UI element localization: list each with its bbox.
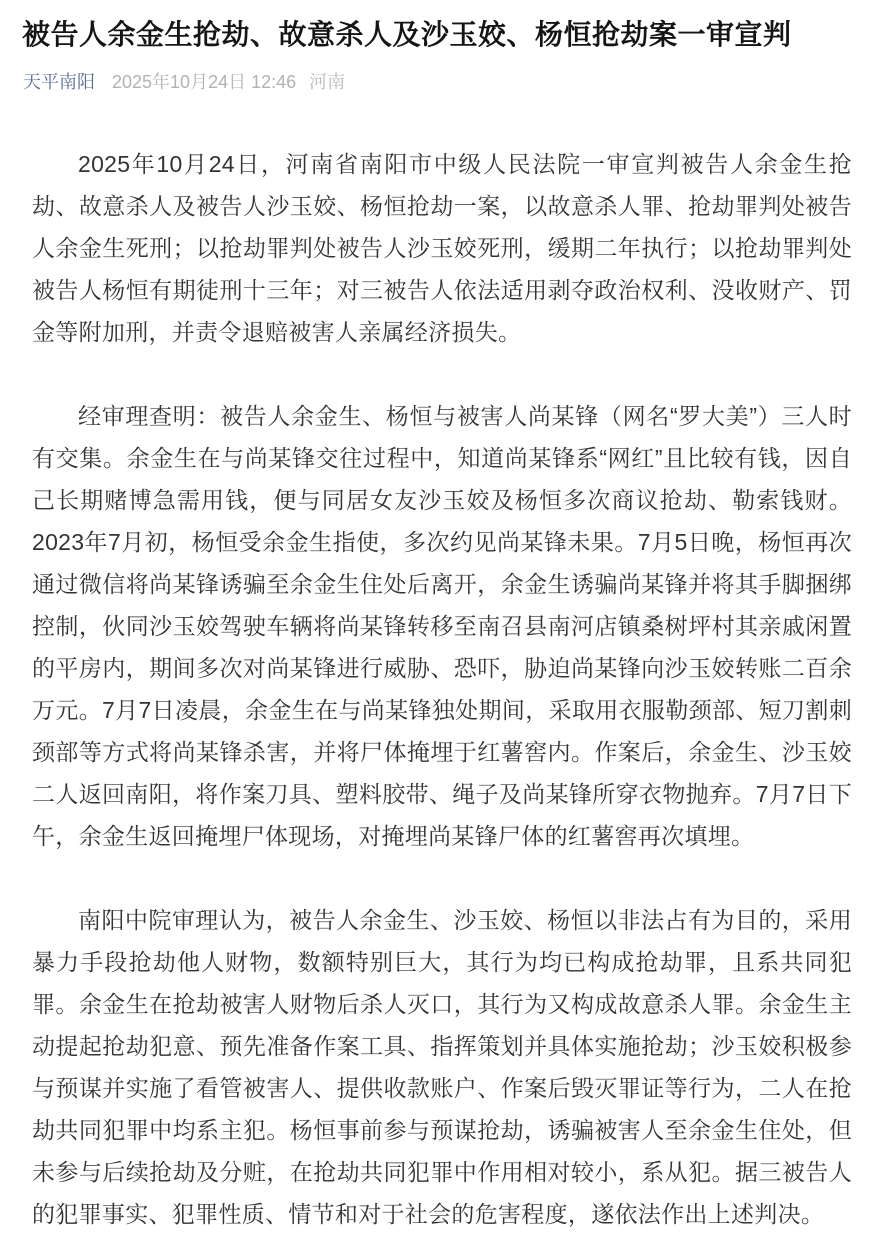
page-title: 被告人余金生抢劫、故意杀人及沙玉姣、杨恒抢劫案一审宣判 bbox=[22, 19, 792, 50]
article-paragraph-2: 经审理查明：被告人余金生、杨恒与被害人尚某锋（网名“罗大美”）三人时有交集。余金生在与尚某锋交往过程中，知道尚某锋系“网红”且比较有钱，因自己长期赌博急需用钱，便与同居女友沙玉姣及杨恒多次商议抢劫、勒索钱财。2023年7月初，杨恒受余金生指使，多次约见尚某锋未果。7月5日晚，杨恒再次通过微信将尚某锋诱骗至余金生住处后离开，余金生诱骗尚某锋并将其手脚捆绑控制，伙同沙玉姣驾驶车辆将尚某锋转移至南召县南河店镇桑树坪村其亲戚闲置的平房内，期间多次对尚某锋进行威胁、恐吓，胁迫尚某锋向沙玉姣转账二百余万元。7月7日凌晨，余金生在与尚某锋独处期间，采取用衣服勒颈部、短刀割刺颈部等方式将尚某锋杀害，并将尸体掩埋于红薯窖内。作案后，余金生、沙玉姣二人返回南阳，将作案刀具、塑料胶带、绳子及尚某锋所穿衣物抛弃。7月7日下午，余金生返回掩埋尸体现场，对掩埋尚某锋尸体的红薯窖再次填埋。 bbox=[32, 403, 852, 850]
article-paragraph-3: 南阳中院审理认为，被告人余金生、沙玉姣、杨恒以非法占有为目的，采用暴力手段抢劫他人财物，数额特别巨大，其行为均已构成抢劫罪，且系共同犯罪。余金生在抢劫被害人财物后杀人灭口，其行为又构成故意杀人罪。余金生主动提起抢劫犯意、预先准备作案工具、指挥策划并具体实施抢劫；沙玉姣积极参与预谋并实施了看管被害人、提供收款账户、作案后毁灭罪证等行为，二人在抢劫共同犯罪中均系主犯。杨恒事前参与预谋抢劫，诱骗被害人至余金生住处，但未参与后续抢劫及分赃，在抢劫共同犯罪中作用相对较小，系从犯。据三被告人的犯罪事实、犯罪性质、情节和对于社会的危害程度，遂依法作出上述判决。 bbox=[32, 907, 852, 1228]
publish-region: 河南 bbox=[309, 71, 346, 92]
article-body bbox=[22, 143, 852, 1235]
account-name-link[interactable]: 天平南阳 bbox=[23, 71, 95, 92]
publish-date: 2025年10月24日 12:46 bbox=[112, 71, 297, 92]
article-paragraph-1: 2025年10月24日，河南省南阳市中级人民法院一审宣判被告人余金生抢劫、故意杀人及被告人沙玉姣、杨恒抢劫一案，以故意杀人罪、抢劫罪判处被告人余金生死刑；以抢劫罪判处被告人沙玉姣死刑，缓期二年执行；以抢劫罪判处被告人杨恒有期徒刑十三年；对三被告人依法适用剥夺政治权利、没收财产、罚金等附加刑，并责令退赔被害人亲属经济损失。 bbox=[32, 151, 852, 346]
byline bbox=[23, 72, 852, 94]
